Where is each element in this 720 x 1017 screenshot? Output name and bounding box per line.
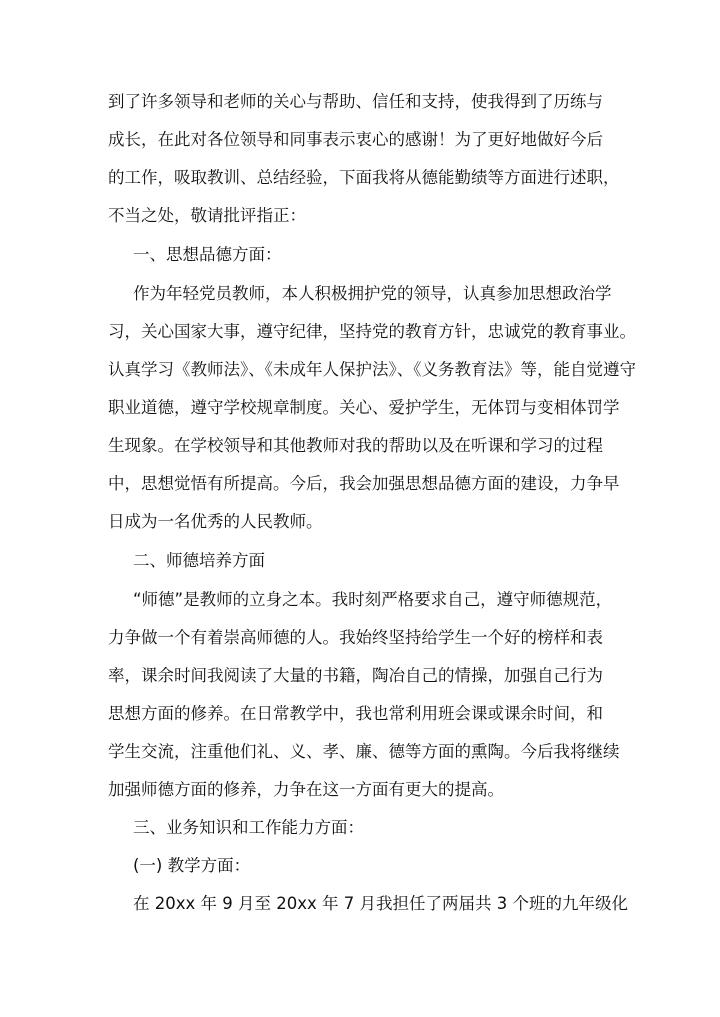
- paragraph-line: 不当之处，敬请批评指正：: [108, 206, 306, 225]
- section-heading: 二、师德培养方面: [133, 551, 265, 570]
- paragraph-line: 率，课余时间我阅读了大量的书籍，陶冶自己的情操，加强自己行为: [108, 666, 603, 685]
- paragraph-line: 成长，在此对各位领导和同事表示衷心的感谢！为了更好地做好今后: [108, 130, 603, 149]
- paragraph-line: 到了许多领导和老师的关心与帮助、信任和支持，使我得到了历练与: [108, 92, 603, 111]
- section-heading: 三、业务知识和工作能力方面：: [133, 818, 364, 837]
- paragraph-line: 加强师德方面的修养，力争在这一方面有更大的提高。: [108, 780, 504, 799]
- subsection-heading: (一) 教学方面：: [133, 856, 251, 875]
- paragraph-line: 职业道德，遵守学校规章制度。关心、爱护学生，无体罚与变相体罚学: [108, 398, 620, 417]
- paragraph-line: 认真学习《教师法》、《未成年人保护法》、《义务教育法》等，能自觉遵守: [108, 360, 636, 379]
- paragraph-line: 的工作，吸取教训、总结经验，下面我将从德能勤绩等方面进行述职，: [108, 168, 620, 187]
- paragraph-line: 生现象。在学校领导和其他教师对我的帮助以及在听课和学习的过程: [108, 436, 603, 455]
- section-heading: 一、思想品德方面：: [133, 245, 282, 264]
- paragraph-line: 学生交流，注重他们礼、义、孝、廉、德等方面的熏陶。今后我将继续: [108, 742, 620, 761]
- paragraph-line: 日成为一名优秀的人民教师。: [108, 512, 323, 531]
- paragraph-line: “师德”是教师的立身之本。我时刻严格要求自己，遵守师德规范，: [133, 590, 613, 609]
- paragraph-line: 习，关心国家大事，遵守纪律，坚持党的教育方针，忠诚党的教育事业。: [108, 322, 636, 341]
- paragraph-line: 作为年轻党员教师，本人积极拥护党的领导，认真参加思想政治学: [133, 284, 612, 303]
- paragraph-line: 思想方面的修养。在日常教学中，我也常利用班会课或课余时间，和: [108, 704, 603, 723]
- paragraph-line: 中，思想觉悟有所提高。今后，我会加强思想品德方面的建设，力争早: [108, 474, 620, 493]
- paragraph-line: 在 20xx 年 9 月至 20xx 年 7 月我担任了两届共 3 个班的九年级化: [133, 894, 628, 913]
- paragraph-line: 力争做一个有着崇高师德的人。我始终坚持给学生一个好的榜样和表: [108, 628, 603, 647]
